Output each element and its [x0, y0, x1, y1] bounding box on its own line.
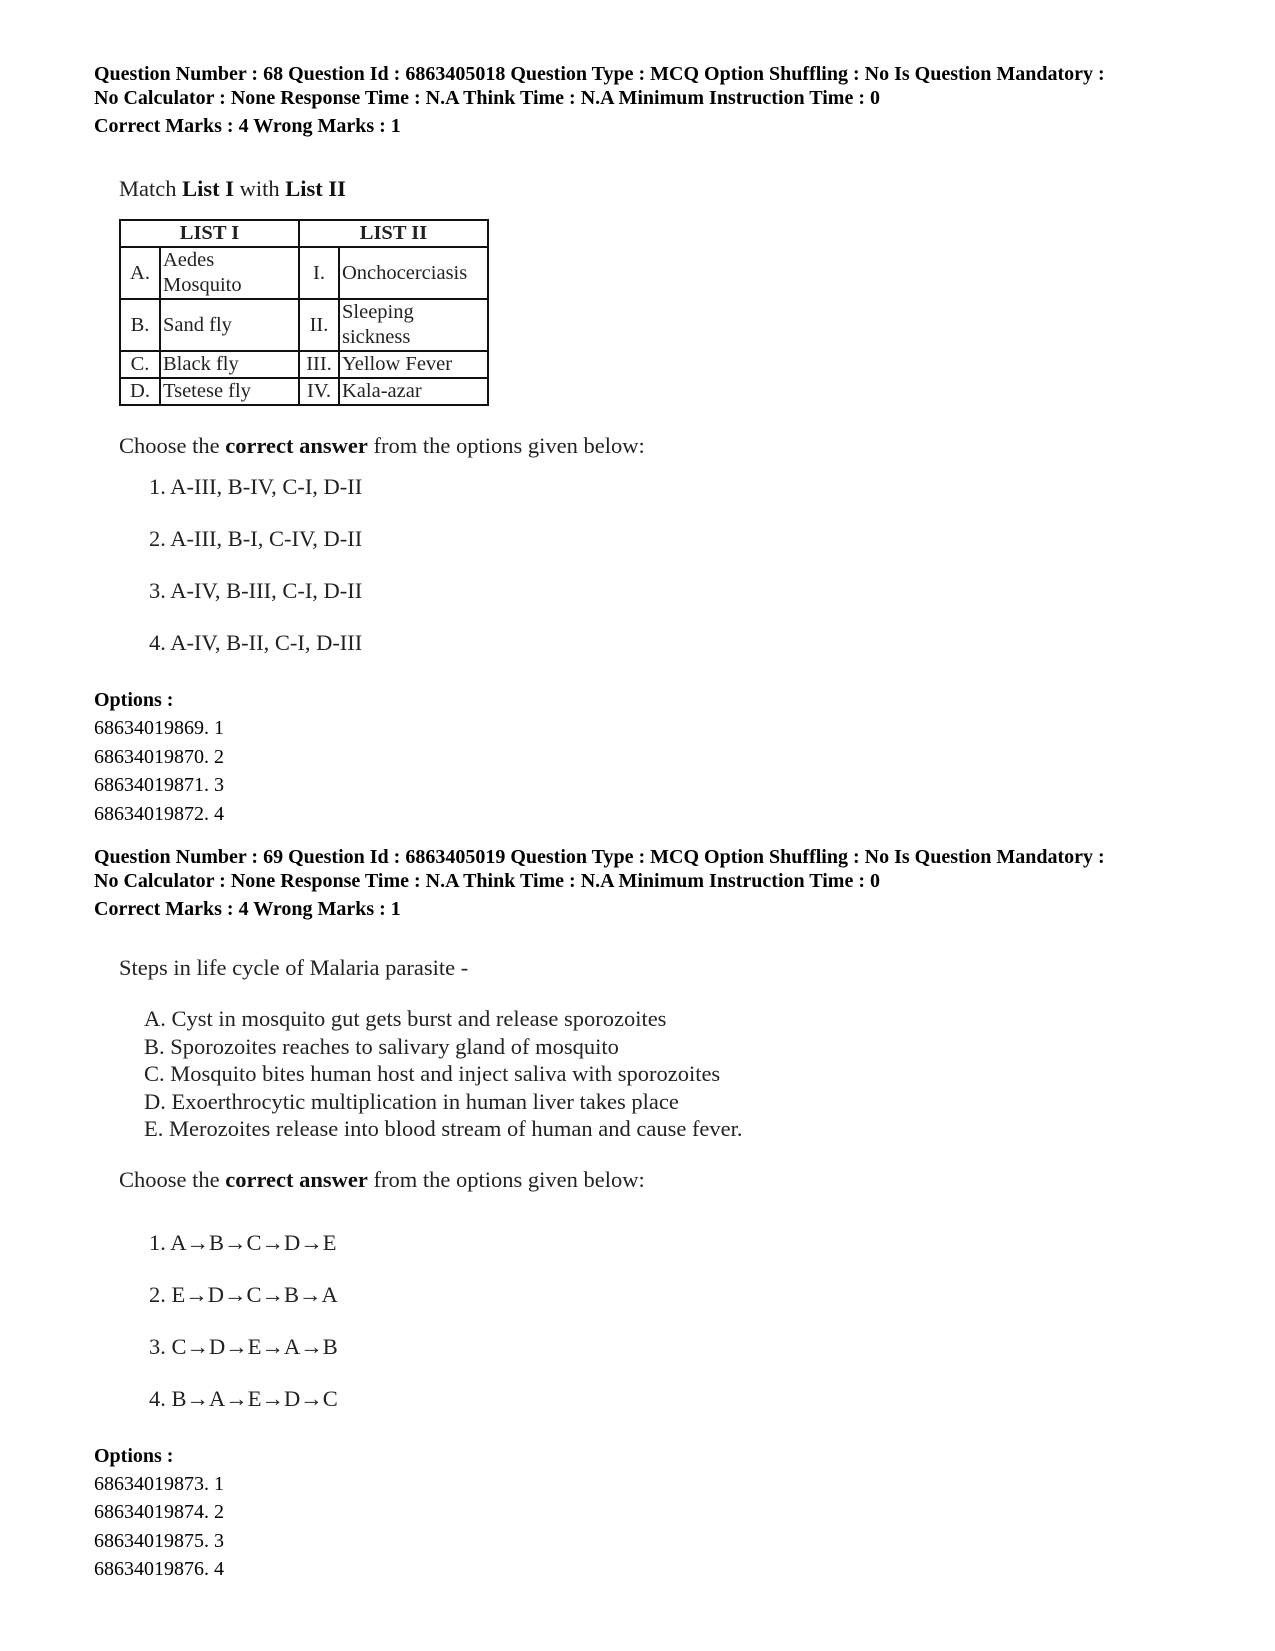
option-id: 68634019869. 1: [94, 717, 224, 739]
question-header-line-1: Question Number : 69 Question Id : 6863405019 Question Type : MCQ Option Shuffling : No Is Question Mandatory :: [94, 846, 1105, 868]
instruction-text-end: from the options given below:: [367, 1166, 645, 1192]
marks-line: Correct Marks : 4 Wrong Marks : 1: [94, 115, 401, 137]
list-2-key: IV.: [299, 378, 339, 405]
options-title: Options :: [94, 1444, 174, 1467]
question-68: [94, 62, 1214, 828]
list-1-item: Tsetese fly: [160, 378, 299, 405]
life-cycle-steps: [119, 1005, 1214, 1143]
list-1-key: C.: [120, 351, 160, 378]
answer-choices: [119, 1217, 1214, 1425]
options-list: [94, 714, 1214, 828]
option-id: 68634019875. 3: [94, 1529, 224, 1552]
question-header: [94, 845, 1214, 893]
list-1-item: Black fly: [160, 351, 299, 378]
option-id: 68634019874. 2: [94, 1501, 224, 1523]
list-2-key: II.: [299, 299, 339, 351]
answer-instruction: [119, 431, 1214, 461]
step-item: E. Merozoites release into blood stream of human and cause fever.: [144, 1116, 743, 1141]
stem-text: Match: [119, 176, 183, 201]
answer-choice: 2. E→D→C→B→A: [149, 1281, 338, 1307]
option-id: 68634019876. 4: [94, 1558, 224, 1580]
list-1-item: Sand fly: [160, 299, 299, 351]
list-1-key: B.: [120, 299, 160, 351]
question-stem: [119, 174, 1214, 204]
answer-choice: 1. A→B→C→D→E: [149, 1229, 337, 1255]
answer-choice: 1. A-III, B-IV, C-I, D-II: [149, 474, 363, 499]
table-row: [120, 299, 488, 351]
match-table: [119, 219, 489, 406]
stem-list2: List II: [285, 176, 346, 201]
table-row: [120, 378, 488, 405]
marks-line: Correct Marks : 4 Wrong Marks : 1: [94, 898, 401, 920]
table-row: [120, 247, 488, 299]
option-id: 68634019870. 2: [94, 745, 224, 768]
list-2-item: Yellow Fever: [339, 351, 488, 378]
question-header-line-2: No Calculator : None Response Time : N.A Think Time : N.A Minimum Instruction Time : 0: [94, 870, 880, 892]
list-2-header: LIST II: [299, 220, 488, 247]
answer-choices: [119, 461, 1214, 669]
table-row: [120, 351, 488, 378]
options-list: [94, 1470, 1214, 1584]
option-id: 68634019871. 3: [94, 774, 224, 796]
list-2-item: Kala-azar: [339, 378, 488, 405]
list-1-header: LIST I: [120, 220, 299, 247]
instruction-text: Choose the: [119, 433, 226, 458]
answer-choice: 4. B→A→E→D→C: [149, 1385, 338, 1411]
list-2-key: I.: [299, 247, 339, 299]
question-69: [94, 845, 1214, 1584]
answer-choice: 3. A-IV, B-III, C-I, D-II: [149, 578, 363, 603]
option-id: 68634019873. 1: [94, 1472, 224, 1495]
answer-choice: 4. A-IV, B-II, C-I, D-III: [149, 630, 363, 655]
instruction-bold: correct answer: [225, 433, 368, 458]
step-item: A. Cyst in mosquito gut gets burst and release sporozoites: [144, 1006, 667, 1031]
question-header-line-2: No Calculator : None Response Time : N.A Think Time : N.A Minimum Instruction Time : 0: [94, 87, 880, 109]
answer-instruction: [119, 1165, 1214, 1195]
stem-text-mid: with: [234, 176, 286, 201]
match-table-header: [120, 220, 488, 247]
instruction-bold: correct answer: [225, 1166, 368, 1192]
question-header-line-1: Question Number : 68 Question Id : 6863405018 Question Type : MCQ Option Shuffling : No Is Question Mandatory :: [94, 63, 1105, 85]
stem-list1: List I: [182, 176, 234, 201]
step-item: C. Mosquito bites human host and inject saliva with sporozoites: [144, 1061, 721, 1086]
instruction-text-end: from the options given below:: [367, 433, 645, 458]
question-body: [119, 953, 1214, 1425]
answer-choice: 3. C→D→E→A→B: [149, 1333, 338, 1359]
list-1-item: Aedes Mosquito: [160, 247, 299, 299]
step-item: D. Exoerthrocytic multiplication in human liver takes place: [144, 1088, 679, 1114]
instruction-text: Choose the: [119, 1166, 226, 1192]
options-title: Options :: [94, 689, 174, 711]
list-1-key: A.: [120, 247, 160, 299]
step-item: B. Sporozoites reaches to salivary gland of mosquito: [144, 1033, 619, 1059]
question-header: [94, 62, 1214, 110]
list-2-key: III.: [299, 351, 339, 378]
option-id: 68634019872. 4: [94, 802, 224, 825]
question-body: [119, 174, 1214, 669]
list-2-item: Sleeping sickness: [339, 299, 488, 351]
answer-choice: 2. A-III, B-I, C-IV, D-II: [149, 526, 363, 551]
question-stem: Steps in life cycle of Malaria parasite -: [119, 955, 469, 980]
list-2-item: Onchocerciasis: [339, 247, 488, 299]
list-1-key: D.: [120, 378, 160, 405]
